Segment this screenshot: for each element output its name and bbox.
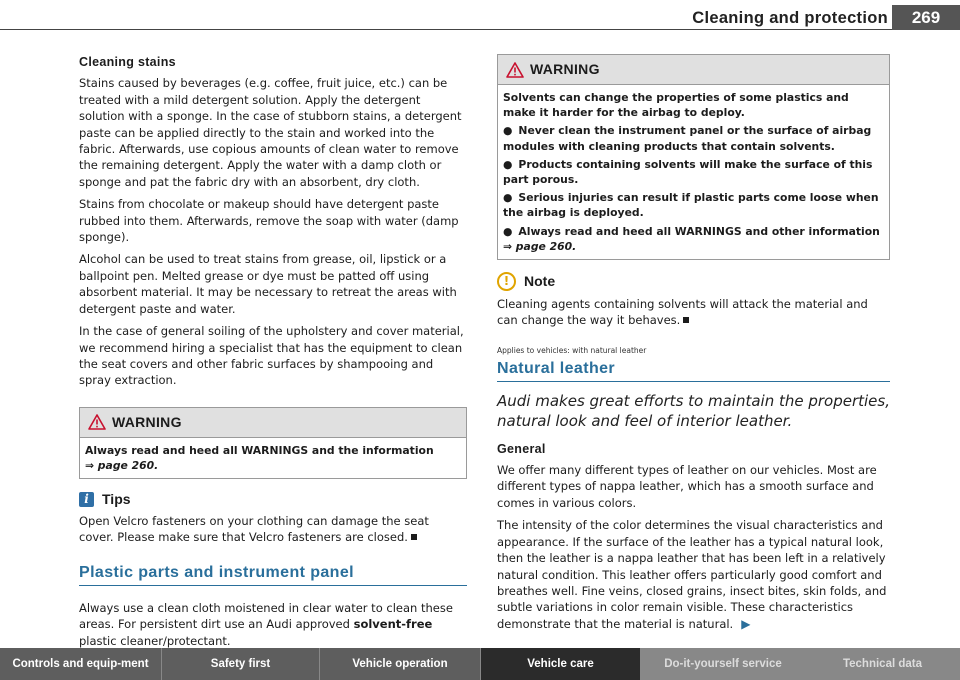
end-of-section-icon xyxy=(411,534,417,540)
plastic-parts-heading: Plastic parts and instrument panel xyxy=(79,565,467,585)
stains-paragraph-4: In the case of general soiling of the upholstery and cover material, we recommend hiring a specialist that has the equipment to clean the seat covers and other fabric surfaces by shampooing and spray extraction. xyxy=(79,324,464,388)
page-number: 269 xyxy=(892,5,960,30)
warning-triangle-icon xyxy=(506,62,524,78)
warning-title: WARNING xyxy=(530,61,600,78)
warning-page-ref[interactable]: ⇒ page 260. xyxy=(85,458,159,472)
general-paragraph-2: The intensity of the color determines the visual characteristics and appearance. If the surface of the leather has a typical natural look, then the leather is a nappa leather that has been left in a relatively natural condition. This leather offers particularly good comfort and breathes well. Fine veins, closed grains, insect bites, skin folds, and subtle variations in color remain visible. These characteristics demonstrate that the material is natural. xyxy=(497,518,887,631)
right-column xyxy=(497,54,890,638)
tab-vehicle-operation[interactable]: Vehicle operation xyxy=(320,648,481,680)
note-text: Cleaning agents containing solvents will attack the material and can change the way it behaves. xyxy=(497,297,868,328)
warning-title: WARNING xyxy=(112,414,182,431)
tips-title: Tips xyxy=(102,491,131,508)
leather-lead-text: Audi makes great efforts to maintain the properties, natural look and feel of interior leather. xyxy=(497,391,890,430)
tips-text: Open Velcro fasteners on your clothing can damage the seat cover. Please make sure that Velcro fasteners are closed. xyxy=(79,513,429,544)
cleaning-stains-heading: Cleaning stains xyxy=(79,55,176,69)
continue-arrow-icon: ▶ xyxy=(741,616,751,631)
warning-item: ● Never clean the instrument panel or the surface of airbag modules with cleaning products that contain solvents. xyxy=(503,124,872,153)
general-paragraph-1: We offer many different types of leather on our vehicles. Most are different types of nappa leather, which has a smooth surface and comes in various colors. xyxy=(497,463,877,510)
end-of-section-icon xyxy=(683,317,689,323)
header-rule xyxy=(0,29,892,30)
warning-item: ● Products containing solvents will make the surface of this part porous. xyxy=(503,157,873,187)
tab-controls-and-equipment[interactable]: Controls and equip-ment xyxy=(0,648,162,680)
footer-nav xyxy=(0,648,960,680)
tab-vehicle-care[interactable]: Vehicle care xyxy=(481,648,641,680)
warning-triangle-icon xyxy=(88,414,106,430)
stains-paragraph-1: Stains caused by beverages (e.g. coffee, fruit juice, etc.) can be treated with a mild detergent solution. Apply the detergent solution with a sponge. In the case of stubborn stains, a detergent paste can be applied directly to the stain and worked into the fabric. Afterwards, use copious amounts of clean water to remove the remaining detergent. Apply the water with a damp cloth or sponge and pat the fabric dry with an absorbent, dry cloth. xyxy=(79,76,462,189)
stains-paragraph-2: Stains from chocolate or makeup should have detergent paste rubbed into them. Afterwards, remove the soap with water (damp sponge). xyxy=(79,197,459,245)
notice-circle-icon: ! xyxy=(497,272,516,291)
tab-safety-first[interactable]: Safety first xyxy=(162,648,320,680)
solvent-free-emphasis: solvent-free xyxy=(353,617,433,632)
info-icon: i xyxy=(79,492,94,507)
general-heading: General xyxy=(497,441,546,456)
left-column xyxy=(79,54,467,655)
warning-box-header xyxy=(80,408,466,438)
applies-to-label: Applies to vehicles: with natural leather xyxy=(497,345,647,355)
tab-do-it-yourself-service[interactable]: Do-it-yourself service xyxy=(641,648,806,680)
note-header xyxy=(497,272,890,291)
plastic-paragraph: Always use a clean cloth moistened in clear water to clean these areas. For persistent dirt use an Audi approved solvent-free plastic cleaner/protectant. xyxy=(79,600,453,648)
tips-header xyxy=(79,491,467,507)
warning-page-ref[interactable]: ⇒ page 260. xyxy=(503,239,577,253)
page-header-title: Cleaning and protection xyxy=(692,9,888,27)
warning-box-header xyxy=(498,55,889,85)
tab-technical-data[interactable]: Technical data xyxy=(806,648,960,680)
natural-leather-heading: Natural leather xyxy=(497,361,890,381)
warning-intro: Solvents can change the properties of some plastics and make it harder for the airbag to deploy. xyxy=(503,91,849,120)
warning-item: ● Serious injuries can result if plastic parts come loose when the airbag is deployed. xyxy=(503,191,879,220)
warning-box-right xyxy=(497,54,890,260)
warning-text: Always read and heed all WARNINGS and the information xyxy=(85,443,434,457)
note-title: Note xyxy=(524,273,556,290)
stains-paragraph-3: Alcohol can be used to treat stains from grease, oil, lipstick or a ballpoint pen. Melted grease or dye must be patted off using absorbent material. It may be necessary to retreat the areas with detergent paste and water. xyxy=(79,252,457,316)
warning-item: ● Always read and heed all WARNINGS and other information xyxy=(503,224,880,238)
warning-box-left xyxy=(79,407,467,479)
